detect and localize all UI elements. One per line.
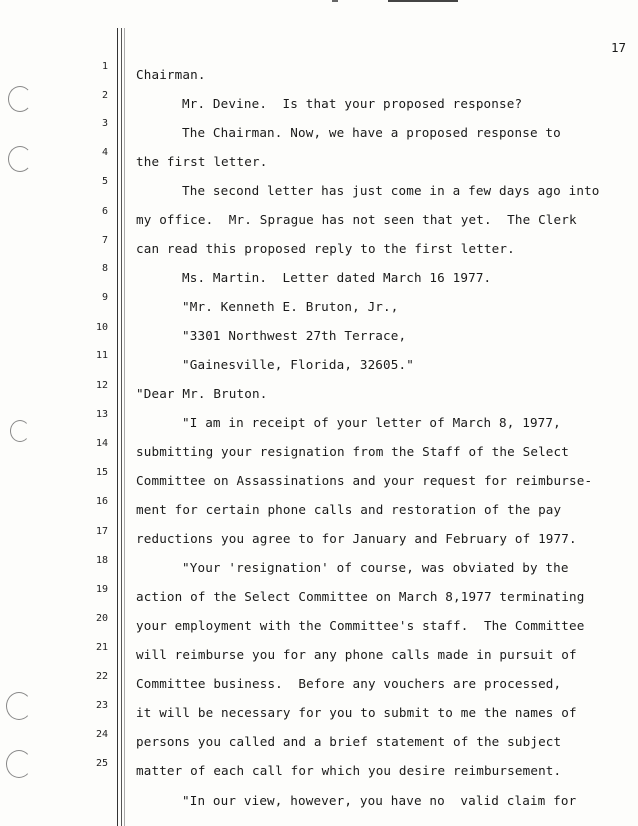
transcript-line: submitting your resignation from the Staff of the Select: [136, 444, 569, 459]
top-edge-underline-mark: [388, 0, 458, 5]
line-number: 22: [95, 671, 108, 682]
line-number: 11: [95, 350, 108, 361]
transcript-line: action of the Select Committee on March 8,1977 terminating: [136, 589, 585, 604]
transcript-line: "Dear Mr. Bruton.: [136, 386, 268, 401]
binder-hole-mark: [8, 146, 32, 172]
transcript-line: persons you called and a brief statement of the subject: [136, 734, 562, 749]
binder-hole-mark: [10, 420, 30, 442]
transcript-line: can read this proposed reply to the first letter.: [136, 241, 515, 256]
transcript-line: "3301 Northwest 27th Terrace,: [182, 328, 407, 343]
line-number: 7: [101, 235, 108, 246]
margin-rule-middle: [121, 28, 122, 826]
transcript-line: Committee on Assassinations and your request for reimburse-: [136, 473, 593, 488]
line-number: 3: [101, 118, 108, 129]
transcript-line: "Gainesville, Florida, 32605.": [182, 357, 414, 372]
line-number: 14: [95, 438, 108, 449]
line-number: 16: [95, 496, 108, 507]
transcript-line: "In our view, however, you have no valid claim for: [182, 793, 577, 808]
transcript-line: Committee business. Before any vouchers are processed,: [136, 676, 562, 691]
transcript-line: Ms. Martin. Letter dated March 16 1977.: [182, 270, 492, 285]
line-number: 15: [95, 467, 108, 478]
line-number: 6: [101, 206, 108, 217]
transcript-line: Chairman.: [136, 67, 206, 82]
line-number: 18: [95, 555, 108, 566]
binder-hole-mark: [8, 86, 32, 112]
margin-rule-outer: [117, 28, 118, 826]
line-number: 9: [101, 292, 108, 303]
binder-hole-mark: [6, 692, 32, 720]
transcript-line: matter of each call for which you desire reimbursement.: [136, 763, 562, 778]
line-number: 12: [95, 380, 108, 391]
transcript-line: "Mr. Kenneth E. Bruton, Jr.,: [182, 299, 399, 314]
line-number: 2: [101, 90, 108, 101]
line-number: 13: [95, 409, 108, 420]
transcript-line: "Your 'resignation' of course, was obviated by the: [182, 560, 569, 575]
transcript-line: will reimburse you for any phone calls made in pursuit of: [136, 647, 577, 662]
transcript-line: my office. Mr. Sprague has not seen that yet. The Clerk: [136, 212, 577, 227]
transcript-line: the first letter.: [136, 154, 268, 169]
margin-rule-inner: [124, 28, 125, 826]
line-number: 24: [95, 729, 108, 740]
line-number: 1: [101, 61, 108, 72]
transcript-line: "I am in receipt of your letter of March 8, 1977,: [182, 415, 561, 430]
transcript-line: The second letter has just come in a few days ago into: [182, 183, 600, 198]
line-number: 5: [101, 176, 108, 187]
line-number: 19: [95, 584, 108, 595]
transcript-line: your employment with the Committee's staff. The Committee: [136, 618, 585, 633]
line-number: 23: [95, 700, 108, 711]
line-number: 17: [95, 526, 108, 537]
transcript-line: The Chairman. Now, we have a proposed response to: [182, 125, 561, 140]
transcript-line: ment for certain phone calls and restoration of the pay: [136, 502, 562, 517]
line-number: 21: [95, 642, 108, 653]
line-number: 20: [95, 613, 108, 624]
transcript-line: it will be necessary for you to submit to me the names of: [136, 705, 577, 720]
line-number: 10: [95, 322, 108, 333]
line-number: 4: [101, 147, 108, 158]
transcript-line: reductions you agree to for January and February of 1977.: [136, 531, 577, 546]
line-number: 25: [95, 758, 108, 769]
line-number: 8: [101, 263, 108, 274]
binder-hole-mark: [6, 750, 32, 778]
top-edge-mark: [332, 0, 338, 2]
transcript-line: Mr. Devine. Is that your proposed response?: [182, 96, 523, 111]
page-number: 17: [610, 40, 626, 55]
